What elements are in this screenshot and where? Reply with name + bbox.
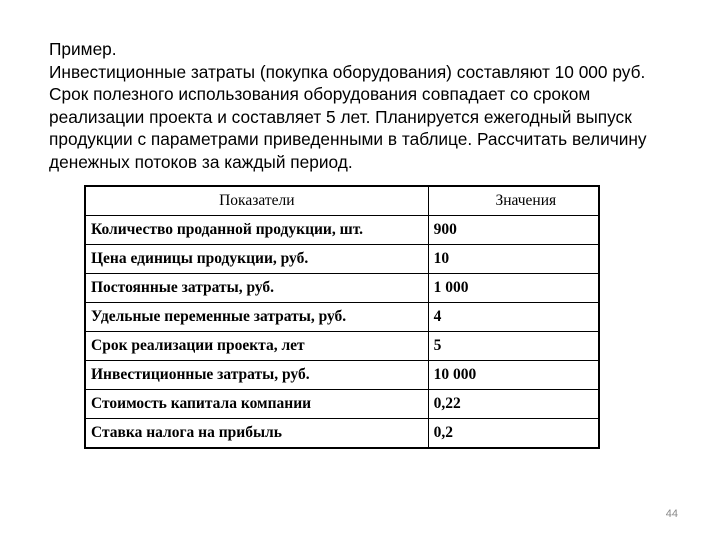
- page-number: 44: [665, 508, 678, 520]
- parameters-table: [84, 185, 600, 449]
- indicator-cell: Цена единицы продукции, руб.: [85, 245, 428, 274]
- intro-line: продукции с параметрами приведенными в таблице. Рассчитать величину: [49, 129, 647, 150]
- value-cell: 10: [428, 245, 599, 274]
- intro-line: Срок полезного использования оборудования совпадает со сроком: [49, 84, 591, 105]
- indicator-cell: Срок реализации проекта, лет: [85, 332, 428, 361]
- example-label: Пример.: [49, 39, 117, 59]
- table-row: [85, 361, 599, 390]
- table-row: [85, 274, 599, 303]
- intro-line: денежных потоков за каждый период.: [49, 151, 353, 172]
- value-cell: 5: [428, 332, 599, 361]
- value-cell: 10 000: [428, 361, 599, 390]
- value-cell: 900: [428, 216, 599, 245]
- intro-text: [49, 38, 689, 174]
- value-cell: 0,2: [428, 419, 599, 449]
- value-cell: 4: [428, 303, 599, 332]
- indicator-cell: Удельные переменные затраты, руб.: [85, 303, 428, 332]
- table-row: [85, 390, 599, 419]
- indicator-cell: Стоимость капитала компании: [85, 390, 428, 419]
- indicator-cell: Постоянные затраты, руб.: [85, 274, 428, 303]
- value-cell: 1 000: [428, 274, 599, 303]
- table-row: [85, 216, 599, 245]
- indicator-cell: Инвестиционные затраты, руб.: [85, 361, 428, 390]
- table-row: [85, 332, 599, 361]
- table-header-row: [85, 186, 599, 216]
- table-row: [85, 245, 599, 274]
- intro-line: Инвестиционные затраты (покупка оборудования) составляют 10 000 руб.: [49, 61, 646, 82]
- intro-line: реализации проекта и составляет 5 лет. Планируется ежегодный выпуск: [49, 106, 632, 127]
- value-cell: 0,22: [428, 390, 599, 419]
- table-row: [85, 419, 599, 449]
- header-values: Значения: [428, 186, 599, 216]
- table-row: [85, 303, 599, 332]
- indicator-cell: Количество проданной продукции, шт.: [85, 216, 428, 245]
- header-indicators: Показатели: [85, 186, 428, 216]
- indicator-cell: Ставка налога на прибыль: [85, 419, 428, 449]
